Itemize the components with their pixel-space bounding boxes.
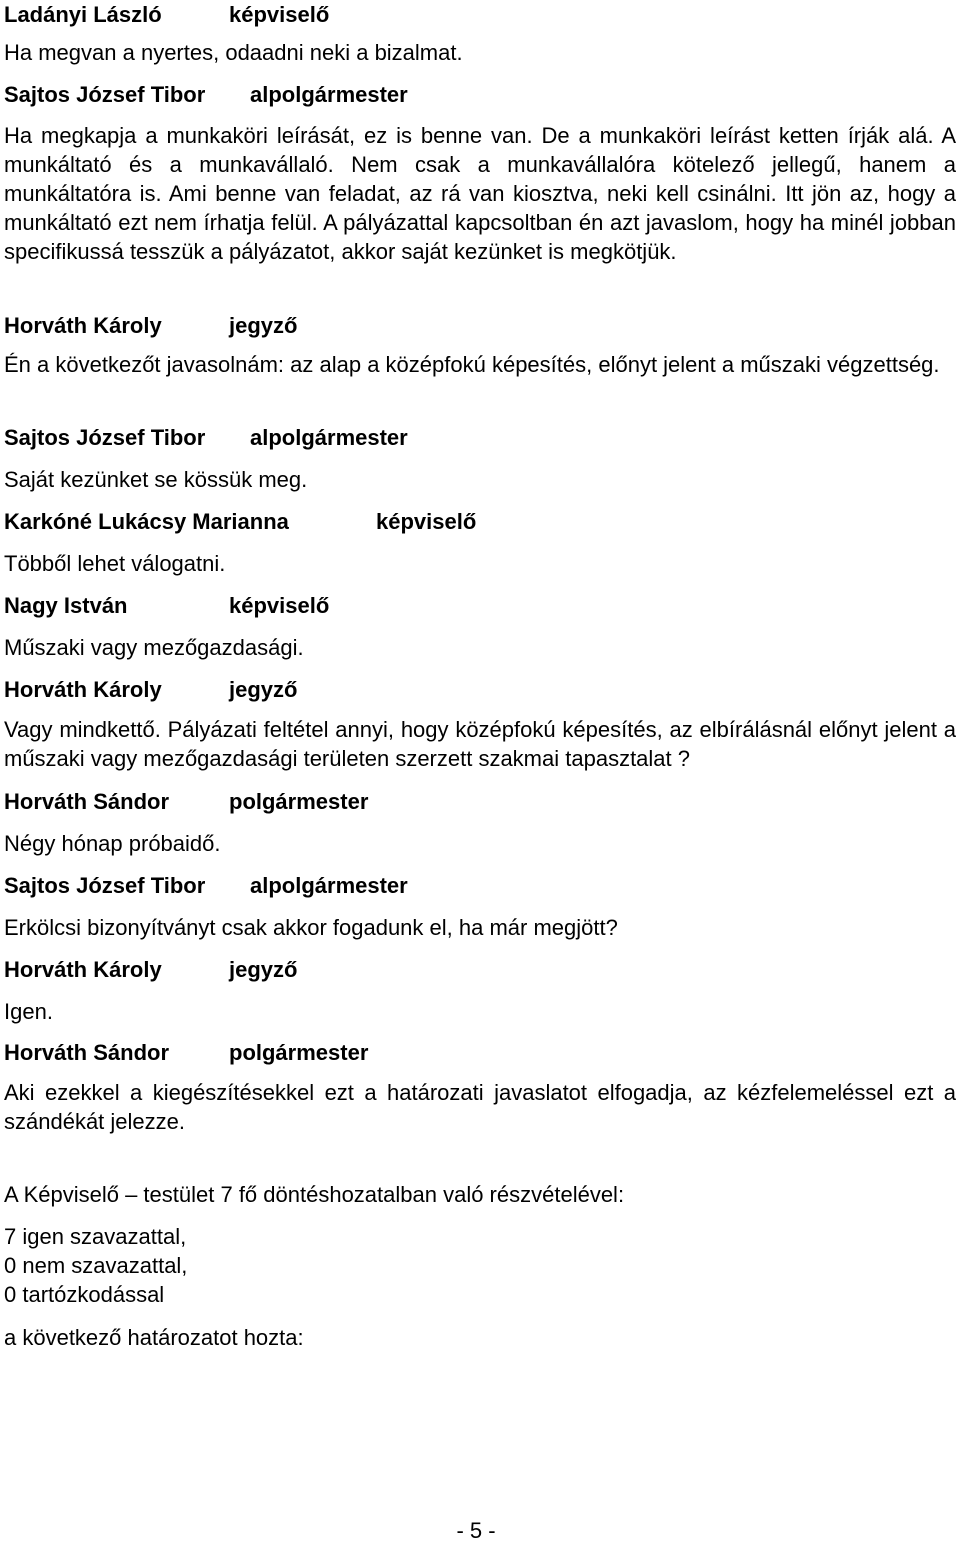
speaker-name: Horváth Sándor: [4, 789, 170, 814]
speech-text: Igen.: [4, 999, 53, 1024]
speaker-name: Sajtos József Tibor: [4, 425, 206, 450]
vote-no: 0 nem szavazattal,: [4, 1253, 188, 1278]
speaker-role: alpolgármester: [250, 425, 408, 450]
speech-paragraph: [4, 715, 956, 773]
speech-paragraph: [4, 549, 956, 578]
speaker-name: Karkóné Lukácsy Marianna: [4, 509, 289, 534]
vote-intro: [4, 1180, 956, 1209]
vote-intro-text: A Képviselő – testület 7 fő döntéshozatalban való részvételével:: [4, 1182, 625, 1207]
speaker-role: képviselő: [229, 2, 330, 27]
speaker-role: képviselő: [229, 593, 330, 618]
speech-paragraph: [4, 829, 956, 858]
speaker-name: Nagy István: [4, 593, 128, 618]
speech-text: Én a következőt javasolnám: az alap a középfokú képesítés, előnyt jelent a műszaki végzettség.: [4, 352, 940, 377]
vote-results: [4, 1222, 956, 1309]
speech-paragraph: [4, 465, 956, 494]
speaker-role: jegyző: [229, 957, 298, 982]
speaker-name: Sajtos József Tibor: [4, 82, 206, 107]
speaker-name: Horváth Károly: [4, 677, 162, 702]
speaker-role: alpolgármester: [250, 873, 408, 898]
speech-text: Erkölcsi bizonyítványt csak akkor fogadunk el, ha már megjött?: [4, 915, 618, 940]
speaker-name: Horváth Sándor: [4, 1040, 170, 1065]
speech-text: Saját kezünket se kössük meg.: [4, 467, 308, 492]
speaker-name: Ladányi László: [4, 2, 162, 27]
vote-abstain: 0 tartózkodással: [4, 1282, 165, 1307]
speech-paragraph: [4, 633, 956, 662]
speech-text: Aki ezekkel a kiegészítésekkel ezt a határozati javaslatot elfogadja, az kézfelemeléssel ezt a szándékát jelezze.: [4, 1080, 956, 1134]
decision-line: [4, 1323, 956, 1352]
page-number: - 5 -: [456, 1518, 496, 1543]
speech-paragraph: [4, 121, 956, 266]
speaker-role: jegyző: [229, 313, 298, 338]
speaker-role: polgármester: [229, 1040, 369, 1065]
speaker-role: polgármester: [229, 789, 369, 814]
speech-text: Többől lehet válogatni.: [4, 551, 226, 576]
speaker-role: jegyző: [229, 677, 298, 702]
speaker-role: képviselő: [376, 509, 477, 534]
speech-text: Ha megkapja a munkaköri leírását, ez is benne van. De a munkaköri leírást ketten írják alá. A munkáltató és a munkavállaló. Nem csak a munkavállalóra kötelező jellegű, hanem a munkáltatóra is. Ami benne van feladat, az rá van kiosztva, neki kell csinálni. Itt jön az, hogy a munkáltató ezt nem írhatja felül. A pályázattal kapcsoltban én azt javaslom, hogy ha minél jobban specifikussá tesszük a pályázatot, akkor saját kezünket is megkötjük.: [4, 123, 956, 264]
speech-paragraph: [4, 913, 956, 942]
speech-text: Ha megvan a nyertes, odaadni neki a bizalmat.: [4, 40, 463, 65]
speaker-role: alpolgármester: [250, 82, 408, 107]
vote-yes: 7 igen szavazattal,: [4, 1224, 187, 1249]
speaker-name: Horváth Károly: [4, 313, 162, 338]
speech-text: Négy hónap próbaidő.: [4, 831, 221, 856]
speaker-name: Horváth Károly: [4, 957, 162, 982]
decision-text: a következő határozatot hozta:: [4, 1325, 304, 1350]
speech-paragraph: [4, 350, 956, 379]
speech-text: Műszaki vagy mezőgazdasági.: [4, 635, 304, 660]
speech-paragraph: [4, 1078, 956, 1136]
speech-text: Vagy mindkettő. Pályázati feltétel annyi, hogy középfokú képesítés, az elbírálásnál előnyt jelent a műszaki vagy mezőgazdasági területen szerzett szakmai tapasztalat ?: [4, 717, 956, 771]
speech-paragraph: [4, 38, 956, 67]
speech-paragraph: [4, 997, 956, 1026]
speaker-name: Sajtos József Tibor: [4, 873, 206, 898]
